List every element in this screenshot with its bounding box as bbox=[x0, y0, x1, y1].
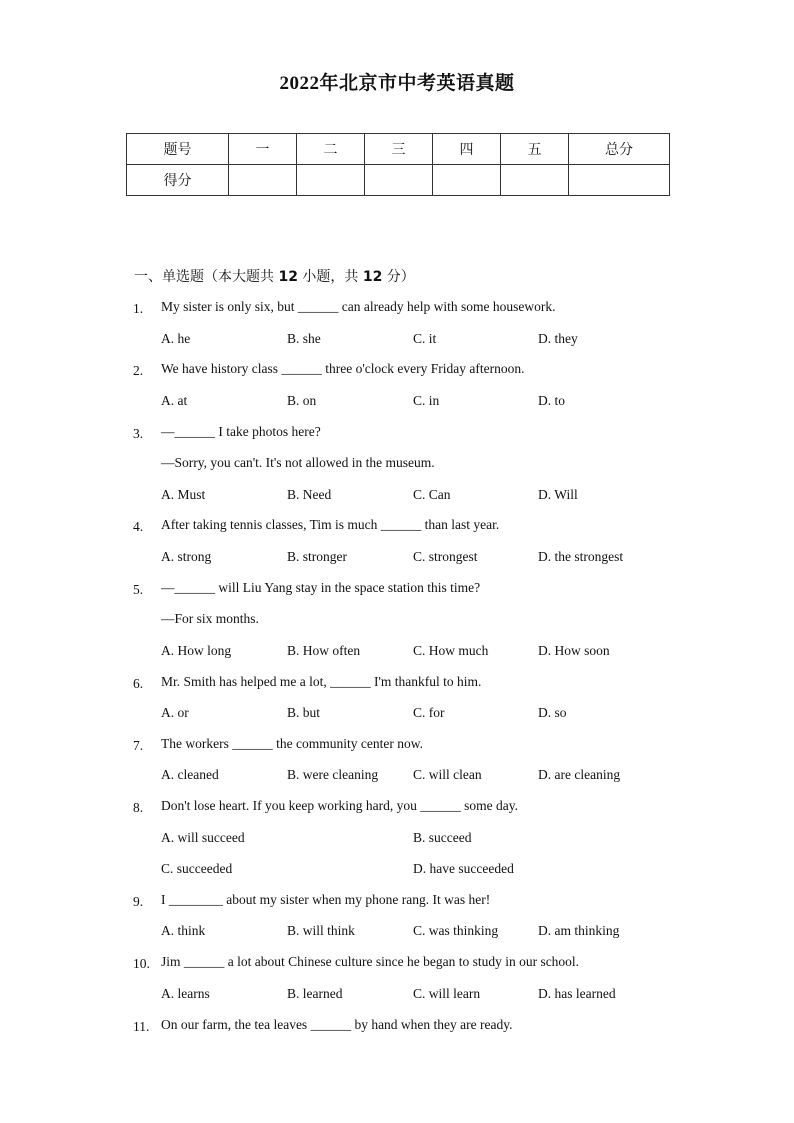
option-c: C. for bbox=[413, 705, 445, 720]
option-c: C. in bbox=[413, 393, 440, 408]
option-d: D. the strongest bbox=[538, 549, 624, 564]
score-row-label: 得分 bbox=[127, 165, 229, 196]
question-stem: On our farm, the tea leaves ______ by hand when they are ready. bbox=[161, 1017, 513, 1032]
score-header-cell: 总分 bbox=[569, 134, 670, 165]
option-a: A. How long bbox=[161, 643, 232, 658]
score-header-cell: 题号 bbox=[127, 134, 229, 165]
option-a: A. will succeed bbox=[161, 830, 245, 845]
score-table-score-row bbox=[127, 165, 670, 196]
option-a: A. learns bbox=[161, 986, 210, 1001]
option-c: C. How much bbox=[413, 643, 489, 658]
question-stem: I ________ about my sister when my phone rang. It was her! bbox=[161, 892, 491, 907]
score-header-cell: 四 bbox=[433, 134, 501, 165]
question-stem: After taking tennis classes, Tim is much ______ than last year. bbox=[161, 517, 500, 532]
question-number: 11. bbox=[133, 1019, 150, 1034]
option-b: B. learned bbox=[287, 986, 343, 1001]
option-a: A. at bbox=[161, 393, 188, 408]
option-b: B. How often bbox=[287, 643, 361, 658]
option-b: B. on bbox=[287, 393, 317, 408]
score-header-cell: 一 bbox=[229, 134, 297, 165]
score-cell bbox=[569, 165, 670, 196]
option-c: C. was thinking bbox=[413, 923, 499, 938]
score-header-cell: 五 bbox=[501, 134, 569, 165]
option-d: D. has learned bbox=[538, 986, 616, 1001]
option-d: D. they bbox=[538, 331, 578, 346]
question-stem: —______ I take photos here? bbox=[161, 424, 321, 439]
option-b: B. succeed bbox=[413, 830, 472, 845]
question-number: 9. bbox=[133, 894, 144, 909]
question-number: 6. bbox=[133, 676, 144, 691]
option-a: A. think bbox=[161, 923, 206, 938]
score-cell bbox=[229, 165, 297, 196]
score-cell bbox=[365, 165, 433, 196]
option-c: C. it bbox=[413, 331, 437, 346]
option-a: A. or bbox=[161, 705, 189, 720]
option-a: A. strong bbox=[161, 549, 212, 564]
question-number: 10. bbox=[133, 956, 150, 971]
option-c: C. Can bbox=[413, 487, 451, 502]
score-cell bbox=[297, 165, 365, 196]
option-b: B. but bbox=[287, 705, 321, 720]
page-title: 2022年北京市中考英语真题 bbox=[279, 73, 515, 94]
option-c: C. strongest bbox=[413, 549, 478, 564]
score-header-cell: 三 bbox=[365, 134, 433, 165]
option-d: D. so bbox=[538, 705, 567, 720]
score-cell bbox=[433, 165, 501, 196]
question-number: 8. bbox=[133, 800, 144, 815]
option-d: D. to bbox=[538, 393, 565, 408]
option-a: A. Must bbox=[161, 487, 206, 502]
score-cell bbox=[501, 165, 569, 196]
option-d: D. Will bbox=[538, 487, 578, 502]
question-number: 5. bbox=[133, 582, 144, 597]
option-b: B. will think bbox=[287, 923, 355, 938]
question-dialogue-line: —Sorry, you can't. It's not allowed in the museum. bbox=[161, 455, 435, 470]
question-stem: We have history class ______ three o'clock every Friday afternoon. bbox=[161, 361, 525, 376]
question-stem: The workers ______ the community center now. bbox=[161, 736, 423, 751]
question-number: 1. bbox=[133, 301, 144, 316]
option-c: C. will clean bbox=[413, 767, 482, 782]
option-d: D. am thinking bbox=[538, 923, 620, 938]
option-c: C. succeeded bbox=[161, 861, 233, 876]
question-stem: Jim ______ a lot about Chinese culture since he began to study in our school. bbox=[161, 954, 580, 969]
option-a: A. he bbox=[161, 331, 191, 346]
score-table-header-row bbox=[127, 134, 670, 165]
question-number: 4. bbox=[133, 519, 144, 534]
question-stem: Mr. Smith has helped me a lot, ______ I'm thankful to him. bbox=[161, 674, 482, 689]
option-b: B. she bbox=[287, 331, 321, 346]
question-number: 2. bbox=[133, 363, 144, 378]
section-heading: 一、单选题（本大题共 12 小题，共 12 分） bbox=[134, 269, 415, 285]
option-d: D. are cleaning bbox=[538, 767, 621, 782]
option-c: C. will learn bbox=[413, 986, 481, 1001]
option-a: A. cleaned bbox=[161, 767, 219, 782]
option-b: B. Need bbox=[287, 487, 332, 502]
option-b: B. stronger bbox=[287, 549, 347, 564]
score-table bbox=[126, 133, 670, 196]
option-d: D. How soon bbox=[538, 643, 610, 658]
question-stem: Don't lose heart. If you keep working hard, you ______ some day. bbox=[161, 798, 518, 813]
score-header-cell: 二 bbox=[297, 134, 365, 165]
question-stem: —______ will Liu Yang stay in the space station this time? bbox=[161, 580, 481, 595]
question-stem: My sister is only six, but ______ can already help with some housework. bbox=[161, 299, 556, 314]
option-d: D. have succeeded bbox=[413, 861, 514, 876]
option-b: B. were cleaning bbox=[287, 767, 379, 782]
question-dialogue-line: —For six months. bbox=[161, 611, 259, 626]
question-number: 7. bbox=[133, 738, 144, 753]
question-number: 3. bbox=[133, 426, 144, 441]
